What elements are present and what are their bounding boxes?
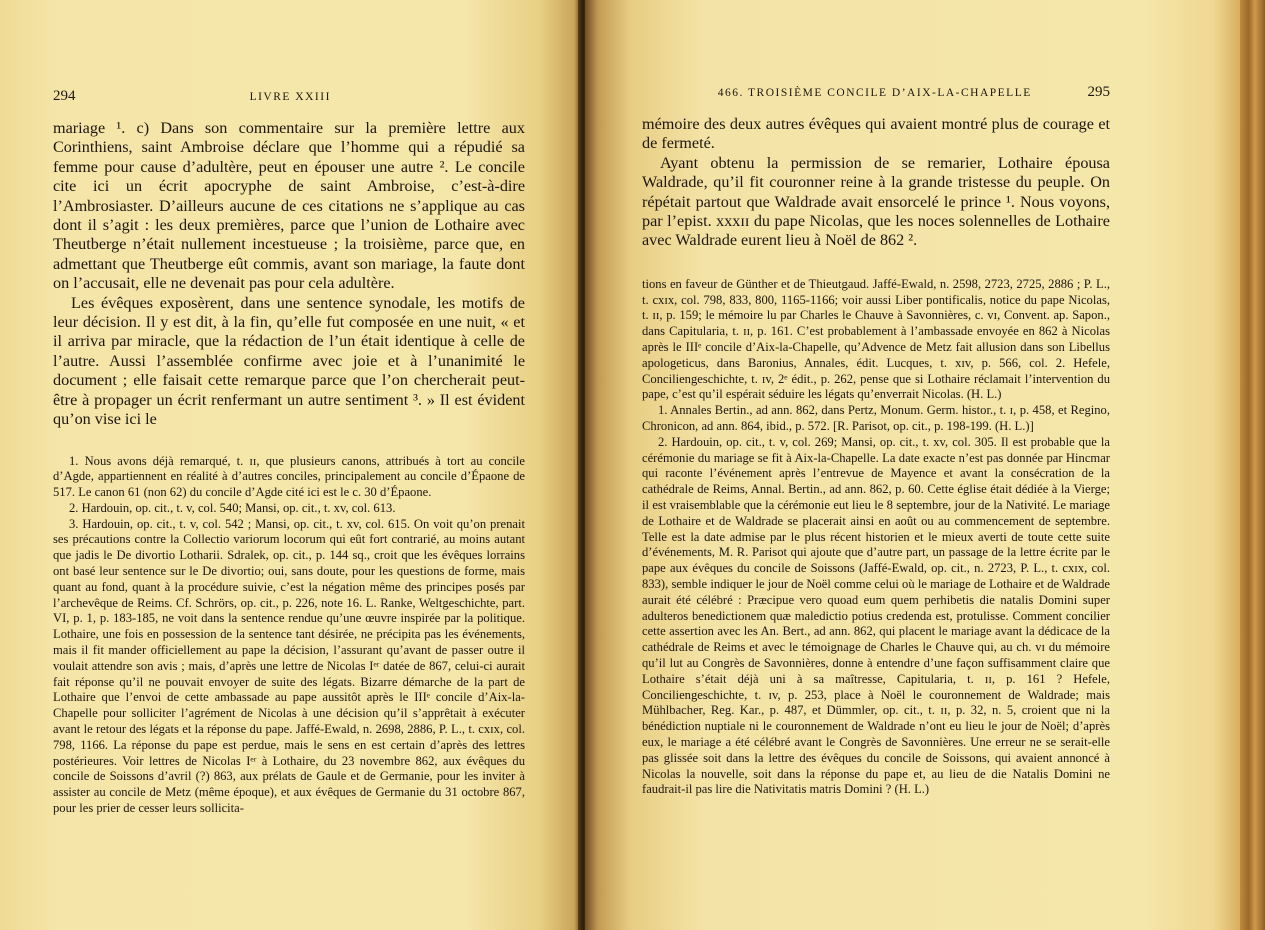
right-running-head: 466. TROISIÈME CONCILE D’AIX-LA-CHAPELLE [717, 87, 1032, 99]
right-page-number: 295 [1087, 84, 1110, 100]
left-body-paragraph-2: Les évêques exposèrent, dans une sentence synodale, les motifs de leur décision. Il y est dit, à la fin, qu’elle fut composée en une nuit, « et il arriva par miracle, que la rédaction de l’un était identique à celle de l’autre. Aussi l’assemblée confirme avec joie et à l’unanimité le document ; elle faisait cette remarque parce que l’on chercherait peut-être à propager un écrit renfermant un autre sentiment ³. » Il est évident qu’on vise ici le [53, 293, 525, 429]
book-page-edges [1240, 0, 1265, 930]
right-body-paragraph-2: Ayant obtenu la permission de se remarier, Lothaire épousa Waldrade, qu’il fit couronner reine à la grande tristesse du peuple. On répétait partout que Waldrade avait ensorcelé le prince ¹. Nous voyons, par l’epist. xxxɪɪ du pape Nicolas, que les noces solennelles de Lothaire avec Waldrade eurent lieu à Noël de 862 ². [642, 153, 1110, 250]
left-footnote-2: 2. Hardouin, op. cit., t. v, col. 540; Mansi, op. cit., t. xv, col. 613. [69, 500, 396, 515]
right-body-paragraph-1: mémoire des deux autres évêques qui avaient montré plus de courage et de fermeté. [642, 115, 1110, 153]
left-page-number: 294 [53, 88, 76, 104]
left-body-paragraph-1: mariage ¹. c) Dans son commentaire sur la première lettre aux Corinthiens, saint Ambroise déclare que l’homme qui a répudié sa femme pour cause d’adultère, peut en épouser une autre ². Le concile cite ici un écrit apocryphe de saint Ambroise, c’est-à-dire l’Ambrosiaster. D’ailleurs aucune de ces citations ne s’applique au cas dont il s’agit : les deux premières, parce que l’union de Lothaire avec Theutberge n’était nullement incestueuse ; la troisième, parce que, en admettant que Theutberge eût commis, avant son mariage, la faute dont on l’accusait, elle ne devenait pas pour cela adultère. [53, 119, 525, 293]
right-footnotes [642, 277, 1110, 798]
left-footnote-3: 3. Hardouin, op. cit., t. v, col. 542 ; Mansi, op. cit., t. xv, col. 615. On voit qu’on prenait ses précautions contre la Collectio variorum locorum qui eût fort contrarié, au moins autant que jadis le De divortio Lotharii. Sdralek, op. cit., p. 144 sq., croit que les évêques lorrains ont basé leur sentence sur le De divortio; oui, sans doute, pour les questions de forme, mais quant au fond, quant à la procédure suivie, c’est la négation même des principes posés par l’archevêque de Reims. Cf. Schrörs, op. cit., p. 226, note 16. L. Ranke, Weltgeschichte, part. VI, p. 1, p. 183-185, ne voit dans la sentence rendue qu’une œuvre inspirée par la politique. Lothaire, une fois en possession de la sentence tant désirée, ne précipita pas les événements, mais il fit mander officiellement au pape la décision, l’assurant qu’avant de passer outre il voulait attendre son avis ; mais, d’après une lettre de Nicolas Iᵉʳ datée de 867, celui-ci aurait fait réponse qu’il ne pouvait envoyer de suite des légats. Bizarre démarche de la part de Lothaire que l’envoi de cette ambassade au pape aussitôt après le IIIᵉ concile d’Aix-la-Chapelle pour solliciter l’agrément de Nicolas à une décision qu’il s’apprêtait à exécuter avant le retour des légats et la réponse du pape. Jaffé-Ewald, n. 2698, 2886, P. L., t. cxɪx, col. 798, 1166. La réponse du pape est perdue, mais le sens en est certain d’après des lettres postérieures. Voir lettres de Nicolas Iᵉʳ à Lothaire, du 23 novembre 862, aux évêques du concile de Soissons d’avril (?) 863, aux prélats de Gaule et de Germanie, pour les inviter à assister au concile de Metz (même époque), et aux évêques de Germanie du 31 octobre 867, pour les prier de cesser leurs sollicita- [53, 516, 525, 816]
right-page [585, 0, 1240, 930]
left-page [0, 0, 580, 930]
right-body-text [642, 115, 1110, 251]
left-body-text [53, 119, 525, 430]
left-running-head: LIVRE XXIII [249, 91, 331, 103]
right-footnote-continuation: tions en faveur de Günther et de Thieutgaud. Jaffé-Ewald, n. 2598, 2723, 2725, 2886 ; P. L., t. cxɪx, col. 798, 833, 800, 1165-1166; voir aussi Liber pontificalis, notice du pape Nicolas, t. ɪɪ, p. 159; le mémoire lu par Charles le Chauve à Savonnières, c. vɪ, Convent. ap. Sapon., dans Capitularia, t. ɪɪ, p. 161. C’est probablement à l’ambassade envoyée en 862 à Nicolas après le IIIᵉ concile d’Aix-la-Chapelle, qu’Advence de Metz fait allusion dans son Libellus apologeticus, dans Baronius, Annales, édit. Lucques, t. xɪv, p. 566, col. 2. Hefele, Conciliengeschichte, t. ɪv, 2ᵉ édit., p. 262, pense que si Lothaire réclamait l’intervention du pape, c’est qu’il espérait séduire les légats qu’enverrait Nicolas. (H. L.) [642, 276, 1110, 402]
left-page-header [53, 88, 525, 105]
right-footnote-1: 1. Annales Bertin., ad ann. 862, dans Pertz, Monum. Germ. histor., t. ɪ, p. 458, et Regino, Chronicon, ad ann. 864, ibid., p. 572. [R. Parisot, op. cit., p. 198-199. (H. L.)] [642, 403, 1110, 434]
right-footnote-2: 2. Hardouin, op. cit., t. v, col. 269; Mansi, op. cit., t. xv, col. 305. Il est probable que la cérémonie du mariage se fit à Aix-la-Chapelle. La date exacte n’est pas donnée par Hincmar qui raconte l’événement après l’entrevue de Mayence et avant la consécration de la cathédrale de Reims, Annal. Bertin., ad ann. 862, p. 60. Cette église était dédiée à la Vierge; il est vraisemblable que la cérémonie eut lieu le 8 septembre, jour de la Nativité. Le mariage de Lothaire et de Waldrade se placerait ainsi en août ou au commencement de septembre. Telle est la date admise par le plus récent historien et le mieux averti de toute cette suite d’événements, M. R. Parisot qui ajoute que d’autre part, un passage de la lettre écrite par le pape aux évêques du concile de Soissons (Jaffé-Ewald, op. cit., n. 2723, P. L., t. cxɪx, col. 833), semble indiquer le jour de Noël comme celui où le mariage de Lothaire et de Waldrade aurait été célébré : Præcipue vero quoad eum quem perhibetis die natalis Domini super adulteros benedictionem quæ maledictio potius credenda est, protulisse. Comment concilier cette assertion avec les An. Bert., ad ann. 862, qui placent le mariage avant la dédicace de la cathédrale de Reims et avec le témoignage de Charles le Chauve qui, au ch. vɪ du mémoire qu’il lut au Congrès de Savonnières, donne à entendre d’une façon suffisamment claire que Lothaire s’était déjà uni à sa maîtresse, Capitularia, t. ɪɪ, p. 161 ? Hefele, Conciliengeschichte, t. ɪv, p. 253, place à Noël le couronnement de Waldrade; mais Mühlbacher, Reg. Kar., p. 487, et Dümmler, op. cit., t. ɪɪ, p. 32, n. 5, croient que ni la bénédiction nuptiale ni le couronnement de Waldrade n’ont eu lieu le jour de Noël; d’après eux, le mariage a été célébré avant le Congrès de Savonnières. Une erreur ne se serait-elle pas glissée soit dans la lettre des évêques du concile de Soissons, qui avaient annoncé à Nicolas la nouvelle, soit dans la réponse du pape et, au lieu de die Natalis Domini ne faudrait-il pas lire die Nativitatis matris Domini ? (H. L.) [642, 434, 1110, 797]
left-footnotes [53, 454, 525, 817]
left-footnote-1: 1. Nous avons déjà remarqué, t. ɪɪ, que plusieurs canons, attribués à tort au concile d’Agde, appartiennent en réalité à d’autres conciles, principalement au concile d’Épaone de 517. Le canon 61 (non 62) du concile d’Agde cité ici est le c. 30 d’Épaone. [53, 453, 525, 500]
right-page-header [642, 84, 1110, 101]
